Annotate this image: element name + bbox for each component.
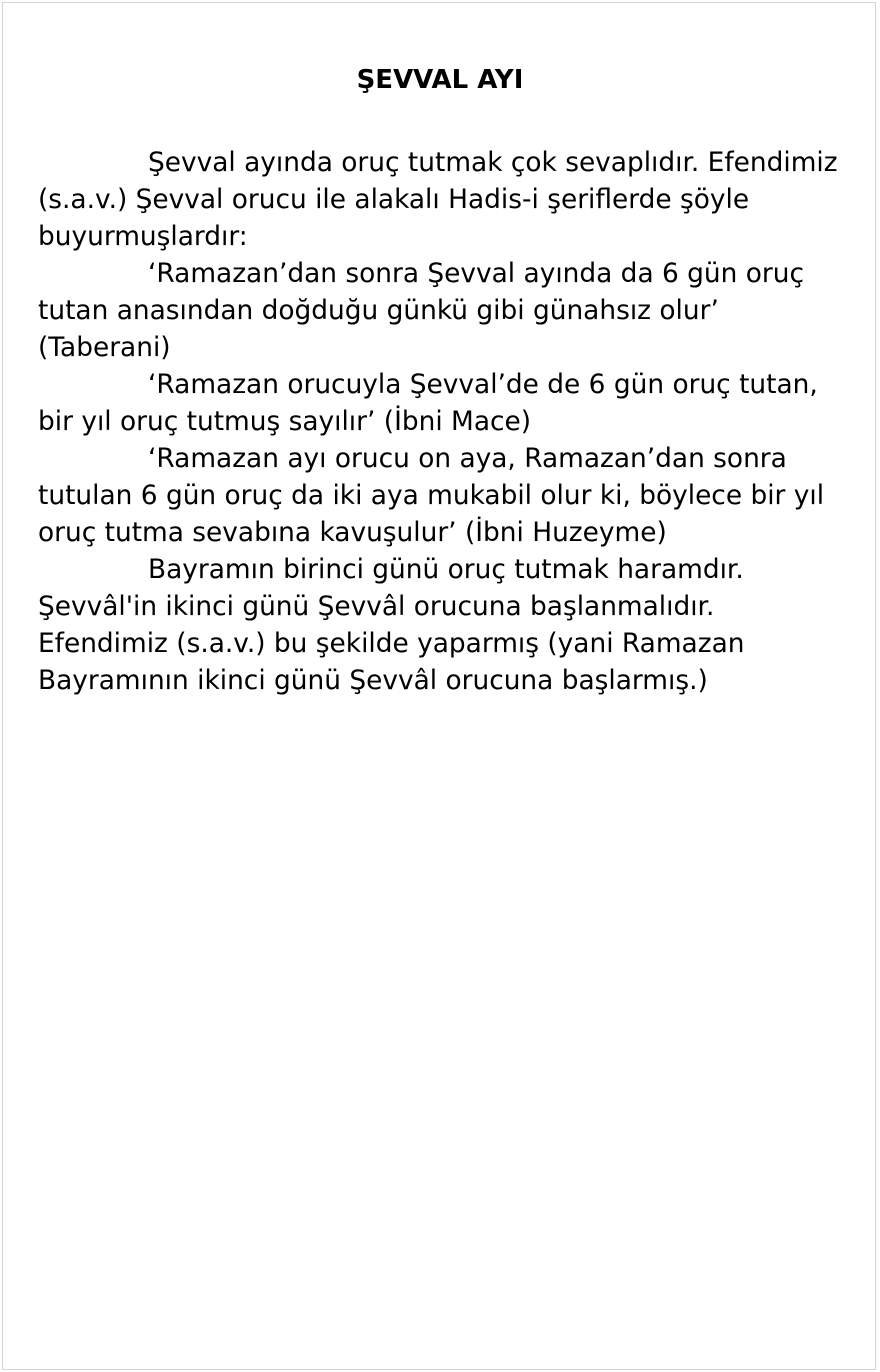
paragraph-hadith-ibni-huzeyme: ‘Ramazan ayı orucu on aya, Ramazan’dan sonra tutulan 6 gün oruç da iki aya mukabil olur ki, böylece bir yıl oruç tutma sevabına kavuşulur’ (İbni Huzeyme): [38, 443, 825, 548]
page-title: ŞEVVAL AYI: [356, 65, 524, 95]
paragraph-hadith-ibni-mace: ‘Ramazan orucuyla Şevval’de de 6 gün oruç tutan, bir yıl oruç tutmuş sayılır’ (İbni Mace): [38, 369, 818, 437]
document-page: [2, 2, 876, 1370]
paragraph-intro: Şevval ayında oruç tutmak çok sevaplıdır. Efendimiz (s.a.v.) Şevval orucu ile alakalı Hadis-i şeriflerde şöyle buyurmuşlardır:: [38, 147, 838, 252]
paragraph-hadith-taberani: ‘Ramazan’dan sonra Şevval ayında da 6 gün oruç tutan anasından doğduğu günkü gibi günahsız olur’ (Taberani): [38, 258, 805, 363]
document-body: [38, 144, 838, 699]
paragraph-bayram-note: Bayramın birinci günü oruç tutmak haramdır. Şevvâl'in ikinci günü Şevvâl orucuna başlanmalıdır. Efendimiz (s.a.v.) bu şekilde yaparmış (yani Ramazan Bayramının ikinci günü Şevvâl orucuna başlarmış.): [38, 554, 745, 696]
